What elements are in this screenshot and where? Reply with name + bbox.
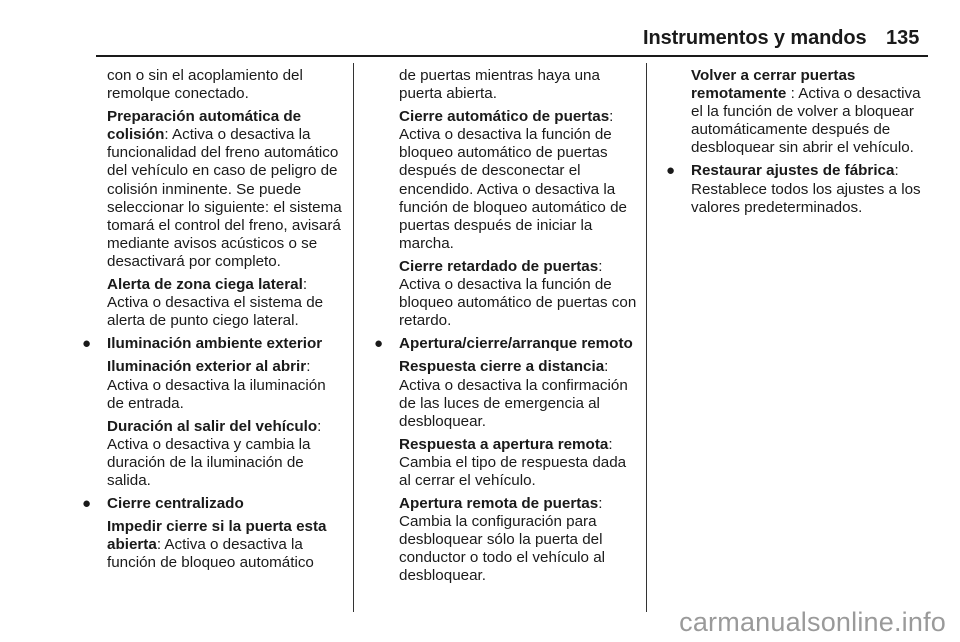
paragraph-intro-c1: con o sin el acoplamiento del remolque conectado. [107, 67, 303, 103]
paragraph-ext-lighting [107, 358, 345, 412]
bullet-central-locking [82, 495, 345, 513]
desc-remote-door-open: : Cambia la configuración para desbloquear sólo la puerta del conductor o todo el vehículo al desbloquear. [399, 495, 606, 585]
bullet-label: Iluminación ambiente exterior [107, 335, 323, 353]
paragraph-auto-lock [399, 108, 637, 253]
header-divider [96, 55, 928, 57]
term-remote-open-response: Respuesta a apertura remota [399, 435, 609, 453]
bullet-restore [666, 162, 931, 216]
desc-blind-zone: : Activa o desactiva el sistema de alerta de punto ciego lateral. [107, 276, 324, 330]
term-remote-door-open: Apertura remota de puertas [399, 495, 599, 513]
paragraph-exit-duration [107, 418, 345, 490]
page-number: 135 [886, 27, 920, 49]
term-delayed-lock: Cierre retardado de puertas [399, 257, 599, 275]
desc-remote-open-response: : Cambia el tipo de respuesta dada al cerrar el vehículo. [399, 435, 627, 489]
desc-auto-lock: : Activa o desactiva la función de bloqueo automático de puertas después de desconectar el encendido. Activa o desactiva la función de bloqueo automático de puertas después de iniciar la marcha. [399, 108, 627, 252]
paragraph-relock [691, 67, 931, 157]
desc-relock: : Activa o desactiva el la función de volver a bloquear automáticamente después de desbloquear sin abrir el vehículo. [691, 85, 921, 157]
bullet-label: Apertura/cierre/arranque remoto [399, 335, 633, 353]
desc-delayed-lock: : Activa o desactiva la función de bloqueo automático de puertas con retardo. [399, 257, 637, 330]
page-title: Instrumentos y mandos [643, 27, 867, 49]
term-collision: Preparación automática de colisión [107, 108, 302, 144]
text-column-1 [82, 67, 345, 577]
bullet-remote [374, 335, 637, 353]
term-exit-duration: Duración al salir del vehículo [107, 417, 318, 435]
term-relock: Volver a cerrar puertas remotamente [691, 67, 856, 103]
bullet-dot-icon: ● [374, 335, 384, 353]
desc-ext-lighting: : Activa o desactiva la iluminación de entrada. [107, 358, 326, 412]
bullet-label: Restaurar ajustes de fábrica [691, 162, 895, 180]
paragraph-intro-c2: de puertas mientras haya una puerta abierta. [399, 67, 600, 103]
column-divider-2 [646, 63, 647, 612]
desc-collision: : Activa o desactiva la funcionalidad del freno automático del vehículo en caso de peligro de colisión inminente. Se puede seleccionar lo siguiente: el sistema tomará el control del freno, avisará mediante avisos acústicos o se desactivará por completo. [107, 126, 342, 270]
desc-remote-lock-response: : Activa o desactiva la confirmación de las luces de emergencia al desbloquear. [399, 358, 628, 430]
term-blind-zone: Alerta de zona ciega lateral [107, 276, 303, 294]
desc-exit-duration: : Activa o desactiva y cambia la duración de la iluminación de salida. [107, 417, 322, 489]
bullet-dot-icon: ● [82, 495, 92, 513]
term-auto-lock: Cierre automático de puertas [399, 108, 610, 126]
paragraph-remote-lock-response [399, 358, 637, 430]
watermark: carmanualsonline.info [679, 607, 946, 637]
text-column-2 [374, 67, 637, 591]
term-remote-lock-response: Respuesta cierre a distancia [399, 358, 605, 376]
term-ext-lighting: Iluminación exterior al abrir [107, 358, 307, 376]
bullet-label: Cierre centralizado [107, 495, 244, 513]
desc-prevent-lock: : Activa o desactiva la función de bloqueo automático [107, 536, 314, 572]
column-divider-1 [353, 63, 354, 612]
desc-restore: : Restablece todos los ajustes a los valores predeterminados. [691, 162, 921, 216]
bullet-dot-icon: ● [666, 162, 676, 180]
paragraph-prevent-lock [107, 518, 345, 572]
bullet-dot-icon: ● [82, 335, 92, 353]
paragraph-blind-zone [107, 276, 345, 330]
paragraph-remote-door-open [399, 495, 637, 585]
paragraph-collision [107, 108, 345, 271]
bullet-ambient-lighting [82, 335, 345, 353]
text-column-3 [666, 67, 931, 222]
paragraph-delayed-lock [399, 258, 637, 330]
term-prevent-lock: Impedir cierre si la puerta esta abierta [107, 518, 327, 554]
paragraph-remote-open-response [399, 436, 637, 490]
